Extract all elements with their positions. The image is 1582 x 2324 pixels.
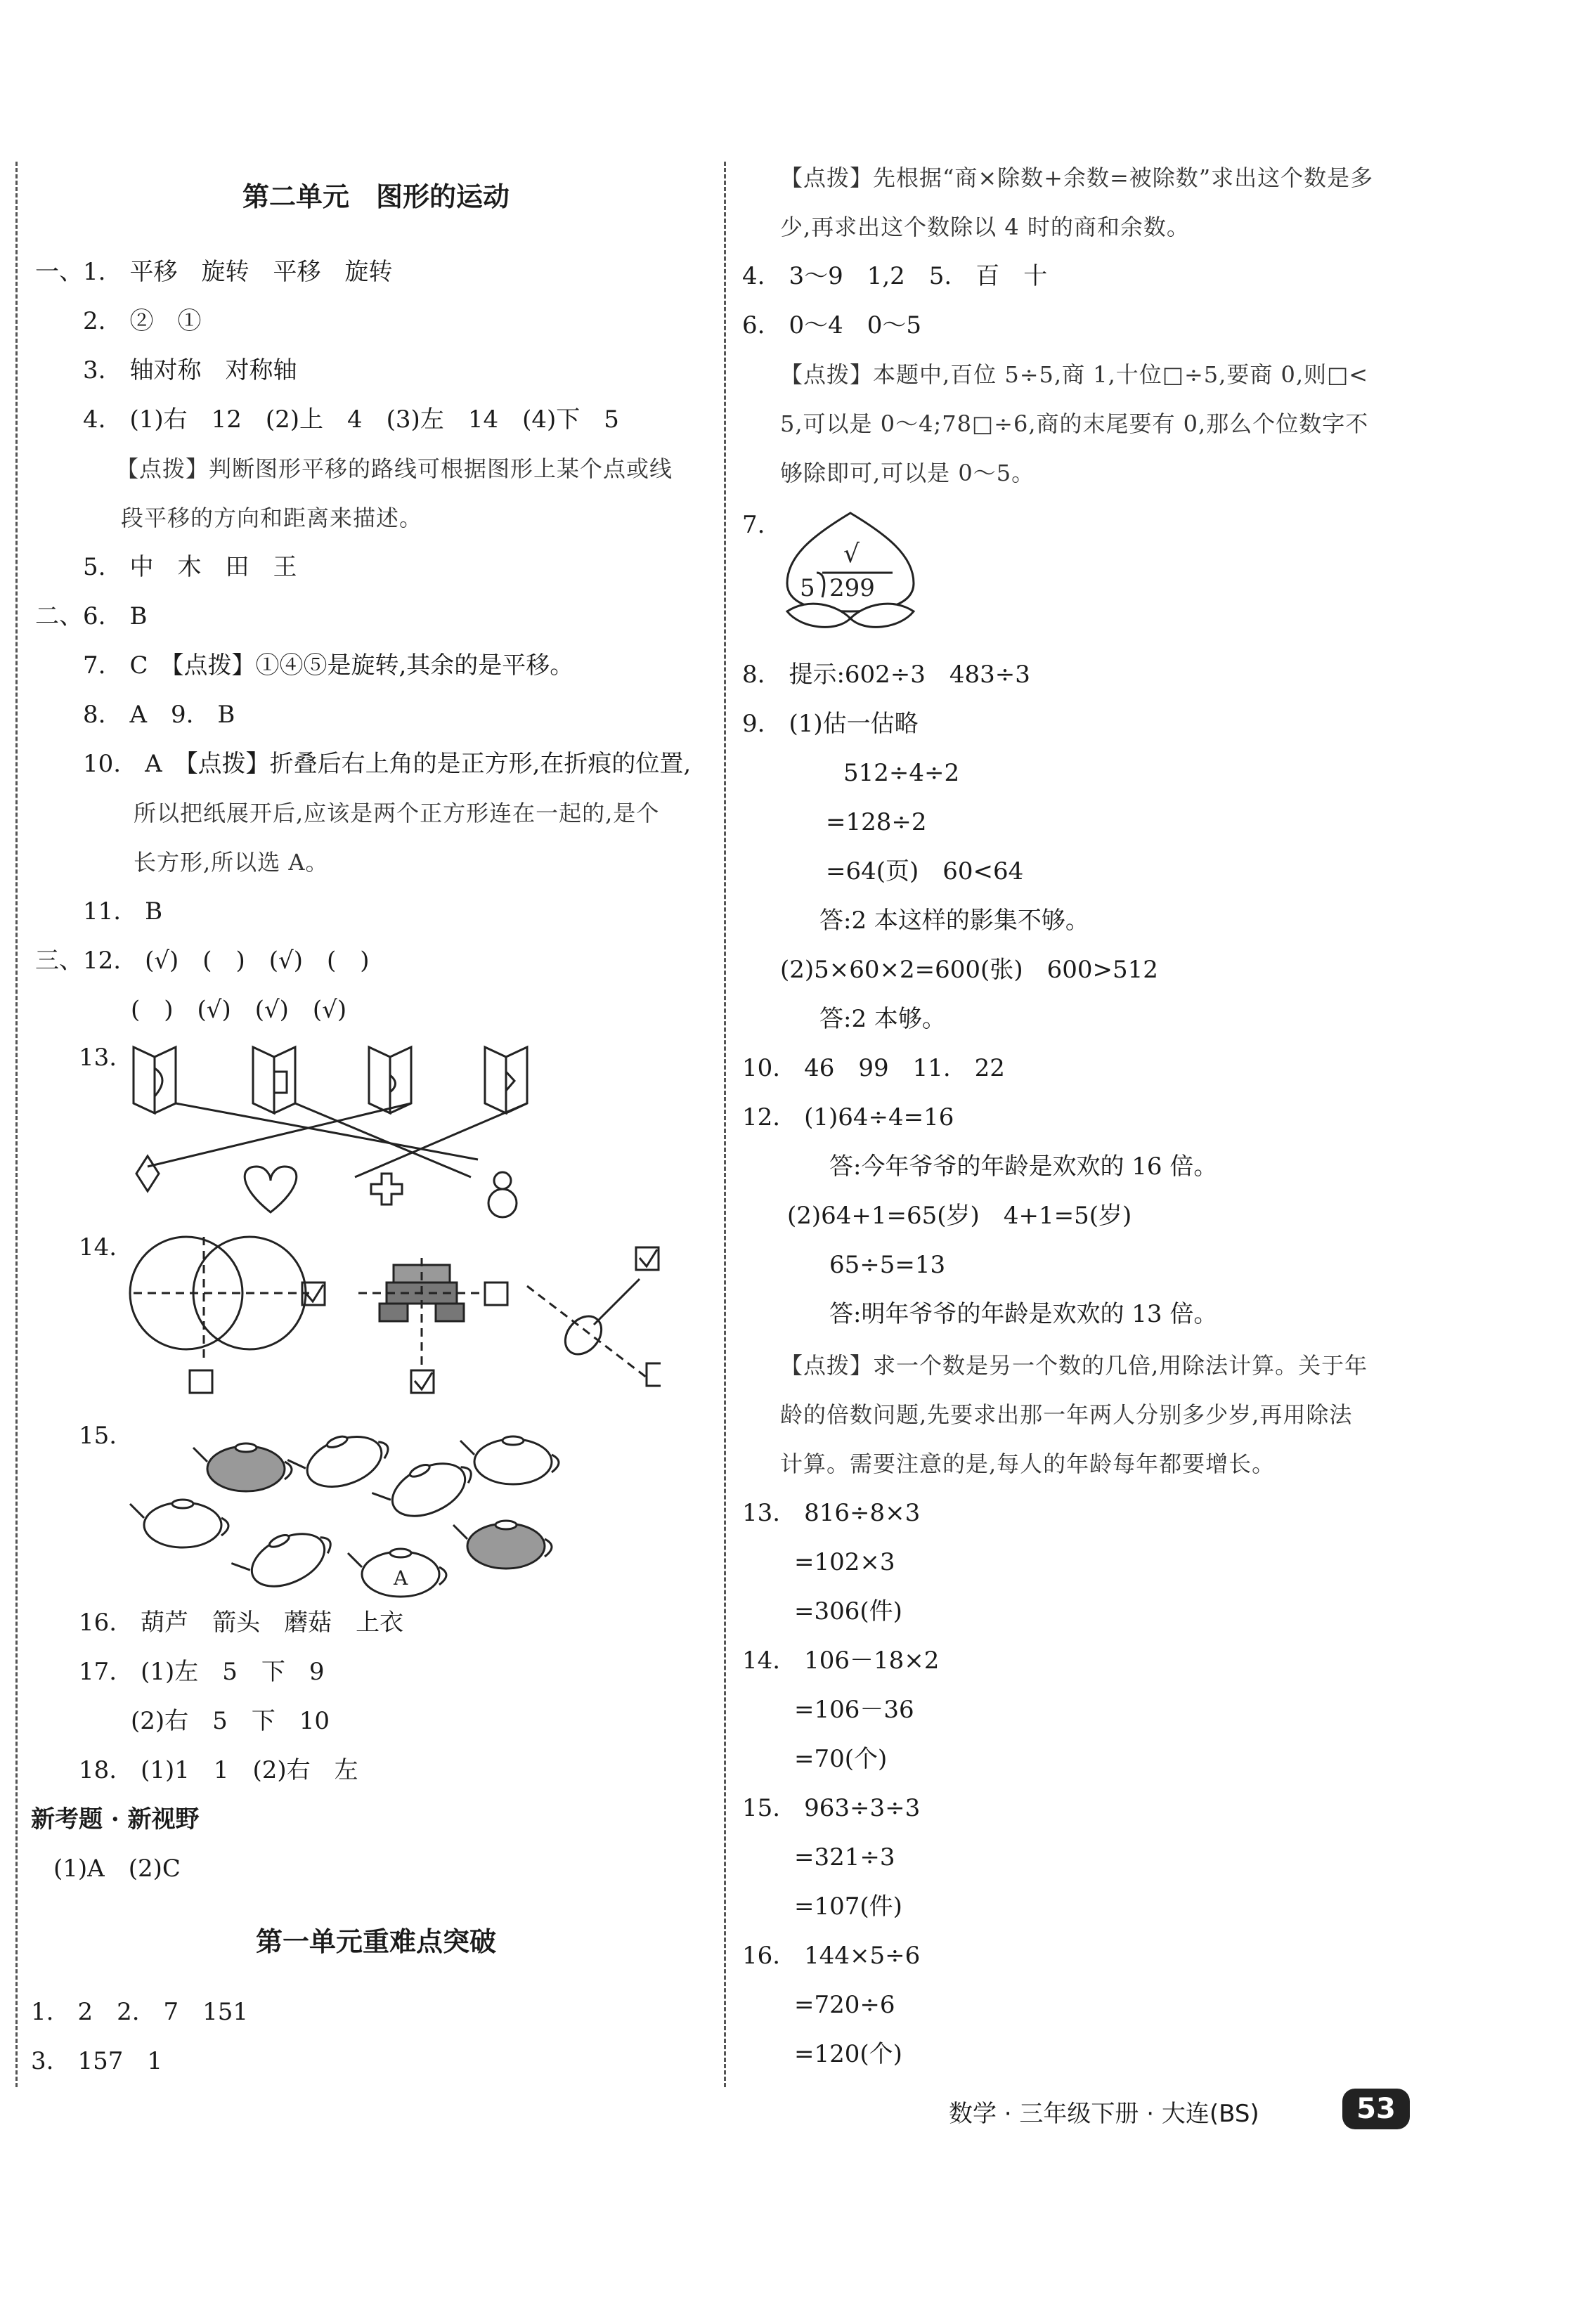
answer-q12-row1: 三、12. (√) ( ) (√) ( ) (35, 947, 370, 975)
unit1-title: 第一单元重难点突破 (255, 1926, 496, 1957)
heart-shape (245, 1167, 297, 1212)
unit2-title: 第二单元 图形的运动 (242, 181, 510, 212)
divisor-text: 5 (800, 574, 815, 602)
q14-symmetry-figure (127, 1223, 661, 1406)
left-margin-divider (15, 162, 18, 2087)
unit1-answer-1-2: 1. 2 2. 7 151 (31, 1998, 249, 2026)
r9-part2: (2)5×60×2=600(张) 600>512 (780, 956, 1158, 984)
q4-tip-line2: 段平移的方向和距离来描述。 (121, 505, 423, 531)
peach-division-figure (773, 506, 942, 640)
answer-r7-label: 7. (742, 511, 765, 539)
folded-paper-1 (134, 1047, 176, 1113)
r15-step2: =321÷3 (794, 1843, 895, 1871)
answer-q15-label: 15. (79, 1422, 117, 1450)
tip12-line2: 龄的倍数问题,先要求出那一年两人分别多少岁,再用除法 (780, 1401, 1353, 1428)
teapot-4 (370, 1448, 480, 1533)
answer-q14-label: 14. (79, 1233, 117, 1261)
checkbox-3 (485, 1283, 507, 1305)
teapot-6 (230, 1518, 339, 1602)
guitar-neck (594, 1279, 640, 1325)
r12-answer1: 答:今年爷爷的年龄是欢欢的 16 倍。 (829, 1153, 1218, 1181)
answer-r4-r5: 4. 3～9 1,2 5. 百 十 (742, 262, 1048, 290)
teapot-3 (286, 1422, 395, 1501)
folded-paper-4 (485, 1047, 527, 1113)
half-heart-cut (155, 1068, 162, 1096)
column-divider (724, 162, 726, 2087)
answer-q3: 3. 轴对称 对称轴 (83, 356, 297, 384)
tip12-line1: 【点拨】求一个数是另一个数的几倍,用除法计算。关于年 (780, 1352, 1368, 1379)
teapot-5 (460, 1436, 559, 1484)
folded-paper-3 (369, 1047, 411, 1113)
answer-r10-r11: 10. 46 99 11. 22 (742, 1054, 1005, 1082)
new-question-answer: (1)A (2)C (53, 1855, 181, 1883)
r16-step3: =120(个) (794, 2040, 902, 2068)
unit1-answer-3: 3. 157 1 (31, 2047, 162, 2075)
answer-r9: 9. (1)估一估略 (742, 710, 919, 738)
answer-q12-row2: ( ) (√) (√) (√) (131, 996, 347, 1024)
folded-paper-2 (253, 1047, 295, 1113)
checkmark-4 (415, 1372, 432, 1389)
answer-q5: 5. 中 木 田 王 (83, 553, 297, 581)
r13-step2: =102×3 (794, 1548, 895, 1576)
answer-q17-line1: 17. (1)左 5 下 9 (79, 1658, 325, 1686)
r16-step2: =720÷6 (794, 1991, 895, 2019)
r13-step3: =306(件) (794, 1597, 902, 1625)
answer-q2: 2. ② ① (83, 307, 202, 335)
r14-step3: =70(个) (794, 1745, 888, 1773)
checkbox-2 (190, 1370, 212, 1393)
dividend-text: 299 (829, 574, 875, 602)
answer-q18: 18. (1)1 1 (2)右 左 (79, 1756, 358, 1784)
large-circle-shape (488, 1189, 517, 1217)
r15-step3: =107(件) (794, 1893, 902, 1921)
page-number-badge: 53 (1342, 2089, 1410, 2129)
answer-q11: 11. B (83, 897, 163, 926)
r14-step1: 14. 106－18×2 (742, 1647, 940, 1675)
r12-step2: (2)64+1=65(岁) 4+1=5(岁) (787, 1202, 1132, 1230)
footer-book-info: 数学 · 三年级下册 · 大连(BS) (949, 2100, 1259, 2128)
answer-q10-line1: 10. A 【点拨】折叠后右上角的是正方形,在折痕的位置, (83, 750, 692, 778)
check-mark: √ (843, 540, 860, 569)
diamond-shape (136, 1156, 159, 1191)
new-question-title: 新考题 · 新视野 (31, 1805, 200, 1833)
r15-step1: 15. 963÷3÷3 (742, 1794, 921, 1822)
r9-step1: 512÷4÷2 (843, 759, 960, 787)
r12-step1: 12. (1)64÷4=16 (742, 1103, 954, 1131)
r9-answer1: 答:2 本这样的影集不够。 (819, 907, 1089, 935)
teapot-1 (130, 1500, 228, 1547)
half-diamond-cut (506, 1072, 514, 1091)
tip12-line3: 计算。需要注意的是,每人的年龄每年都要增长。 (780, 1450, 1276, 1477)
teapot-8-shaded (453, 1521, 552, 1569)
r9-answer2: 答:2 本够。 (819, 1005, 946, 1033)
r16-step1: 16. 144×5÷6 (742, 1942, 921, 1970)
r9-step2: =128÷2 (826, 808, 927, 836)
half-cross-cut (274, 1072, 287, 1093)
teapot-2-shaded (193, 1443, 292, 1491)
answer-q17-line2: (2)右 5 下 10 (131, 1707, 330, 1735)
r13-step1: 13. 816÷8×3 (742, 1499, 921, 1527)
r12-step3: 65÷5=13 (829, 1251, 946, 1279)
r14-step2: =106－36 (794, 1696, 914, 1724)
q15-teapots-figure (127, 1413, 583, 1602)
tip6-line3: 够除即可,可以是 0～5。 (780, 460, 1035, 486)
answer-q8-q9: 8. A 9. B (83, 701, 235, 729)
answer-q13-label: 13. (79, 1044, 117, 1072)
q13-matching-figure (119, 1040, 541, 1223)
answer-q7: 7. C 【点拨】①④⑤是旋转,其余的是平移。 (83, 651, 574, 680)
tip6-line1: 【点拨】本题中,百位 5÷5,商 1,十位□÷5,要商 0,则□< (780, 361, 1369, 388)
cross-shape (371, 1174, 402, 1205)
answer-q16: 16. 葫芦 箭头 蘑菇 上衣 (79, 1609, 404, 1637)
bridge-right-foot (436, 1304, 464, 1321)
bridge-left-foot (380, 1304, 408, 1321)
answer-q4: 4. (1)右 12 (2)上 4 (3)左 14 (4)下 5 (83, 405, 619, 434)
r9-step3: =64(页) 60<64 (826, 857, 1024, 885)
answer-r8: 8. 提示:602÷3 483÷3 (742, 661, 1030, 689)
match-line-1 (176, 1103, 478, 1160)
q4-tip-line1: 【点拨】判断图形平移的路线可根据图形上某个点或线 (116, 455, 673, 482)
answer-q1: 一、1. 平移 旋转 平移 旋转 (35, 258, 393, 286)
teapot-label-a: A (394, 1566, 408, 1590)
checkbox-6 (647, 1363, 661, 1386)
guitar-axis (527, 1286, 647, 1377)
tip6-line2: 5,可以是 0～4;78□÷6,商的末尾要有 0,那么个位数字不 (780, 410, 1369, 437)
checkmark-5 (640, 1249, 657, 1266)
answer-q10-line2: 所以把纸展开后,应该是两个正方形连在一起的,是个 (134, 800, 660, 826)
tip-line2: 少,再求出这个数除以 4 时的商和余数。 (780, 214, 1190, 240)
answer-r6: 6. 0～4 0～5 (742, 311, 921, 339)
answer-q6: 二、6. B (35, 602, 148, 630)
small-circle-shape (494, 1172, 511, 1189)
answer-q10-line3: 长方形,所以选 A。 (134, 849, 329, 876)
tip-line1: 【点拨】先根据“商×除数+余数=被除数”求出这个数是多 (780, 164, 1374, 191)
r12-answer2: 答:明年爷爷的年龄是欢欢的 13 倍。 (829, 1300, 1218, 1328)
